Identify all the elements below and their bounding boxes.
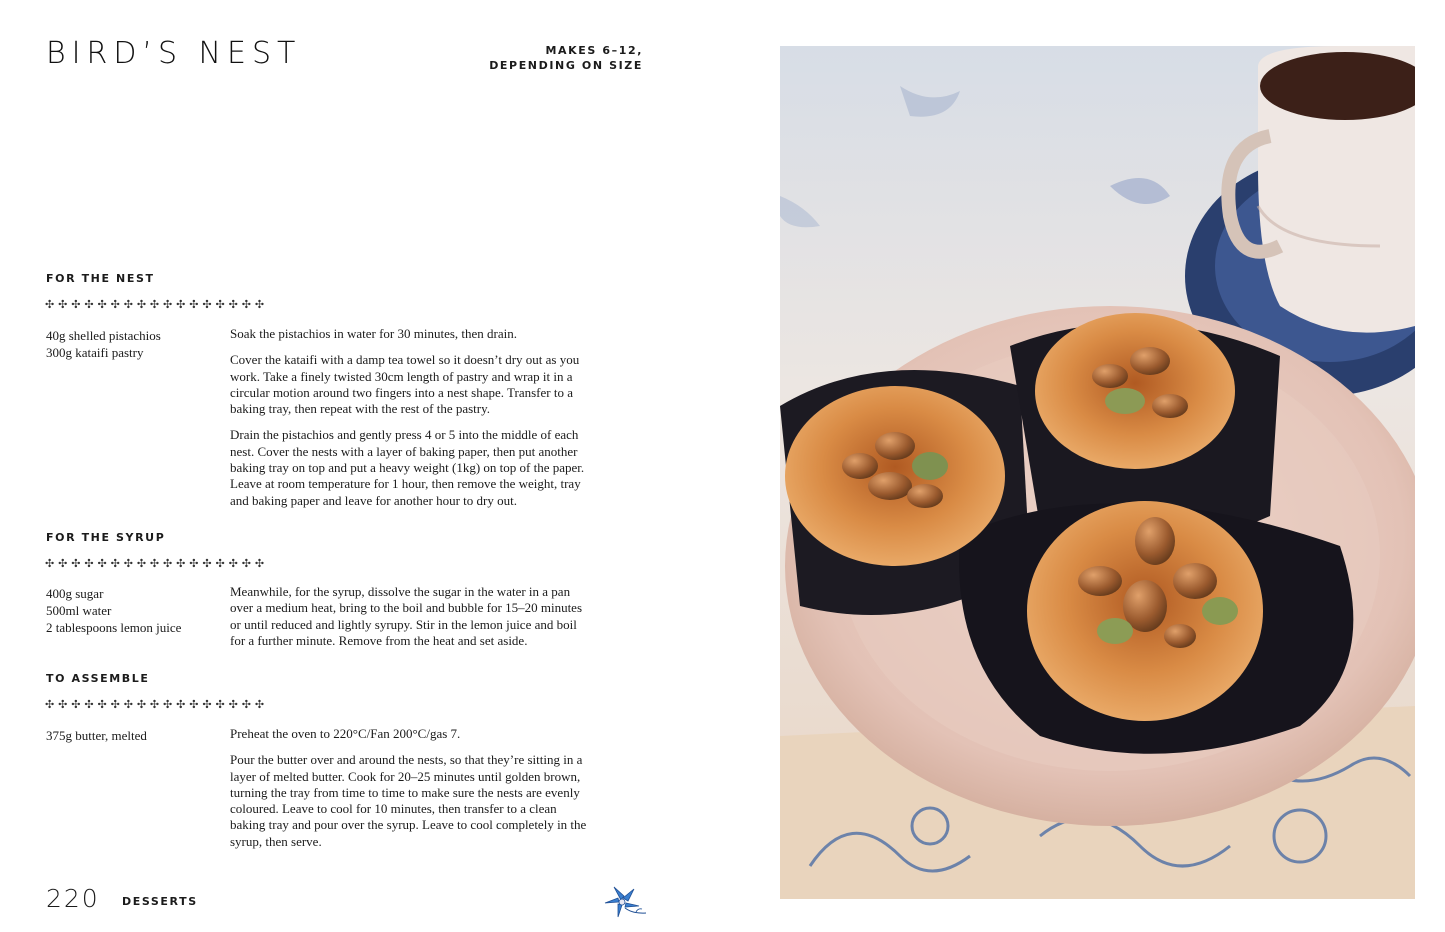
ingredient-item: 375g butter, melted	[46, 728, 147, 743]
ornament-divider: ✣✣✣✣✣✣✣✣✣✣✣✣✣✣✣✣✣	[45, 298, 268, 311]
method-assemble	[230, 726, 590, 860]
section-heading-assemble: TO ASSEMBLE	[46, 672, 150, 685]
ingredient-item: 2 tablespoons lemon juice	[46, 620, 182, 635]
method-step: Cover the kataifi with a damp tea towel so it doesn’t dry out as you work. Take a finely twisted 30cm length of pastry and wrap it in a circular motion around two fingers into a nest shape. Transfer to a baking tray, then repeat with the rest of the pastry.	[230, 352, 580, 417]
recipe-title: BIRD’S NEST	[46, 36, 302, 71]
ingredient-item: 400g sugar	[46, 586, 104, 601]
ingredient-item: 40g shelled pistachios	[46, 328, 161, 343]
ingredient-item: 300g kataifi pastry	[46, 345, 144, 360]
ingredient-list-syrup	[46, 585, 221, 636]
pastry-nests-photo	[780, 46, 1415, 899]
method-step: Pour the butter over and around the nests, so that they’re sitting in a layer of melted butter. Cook for 20–25 minutes until golden brown, turning the tray from time to time to make sure the nests are evenly coloured. Leave to cool for 10 minutes, then transfer to a clean baking tray and pour over the syrup. Leave to cool completely in the syrup, then serve.	[230, 752, 587, 849]
ingredient-list-nest	[46, 327, 221, 361]
yield-line-2: DEPENDING ON SIZE	[489, 59, 643, 72]
flower-icon	[600, 883, 648, 919]
method-step: Meanwhile, for the syrup, dissolve the sugar in the water in a pan over a medium heat, bring to the boil and bubble for 15–20 minutes or until reduced and lightly syrupy. Stir in the lemon juice and boil for a further minute. Remove from the heat and set aside.	[230, 584, 583, 648]
chapter-name: DESSERTS	[122, 895, 198, 908]
section-heading-syrup: FOR THE SYRUP	[46, 531, 166, 544]
yield-note	[480, 43, 643, 73]
method-syrup	[230, 584, 590, 659]
method-step: Drain the pistachios and gently press 4 or 5 into the middle of each nest. Cover the nests with a layer of baking paper, then put another baking tray on top and put a heavy weight (1kg) on top of the paper. Leave at room temperature for 1 hour, then remove the weight, tray and baking paper and leave for another hour to dry out.	[230, 427, 585, 508]
ornament-divider: ✣✣✣✣✣✣✣✣✣✣✣✣✣✣✣✣✣	[45, 698, 268, 711]
page-number: 220	[46, 884, 100, 913]
yield-line-1: MAKES 6–12,	[545, 44, 643, 57]
section-heading-nest: FOR THE NEST	[46, 272, 155, 285]
ingredient-list-assemble	[46, 727, 221, 744]
ornament-divider: ✣✣✣✣✣✣✣✣✣✣✣✣✣✣✣✣✣	[45, 557, 268, 570]
method-step: Preheat the oven to 220°C/Fan 200°C/gas 7.	[230, 726, 461, 741]
method-step: Soak the pistachios in water for 30 minutes, then drain.	[230, 326, 518, 341]
method-nest	[230, 326, 590, 519]
ingredient-item: 500ml water	[46, 603, 112, 618]
